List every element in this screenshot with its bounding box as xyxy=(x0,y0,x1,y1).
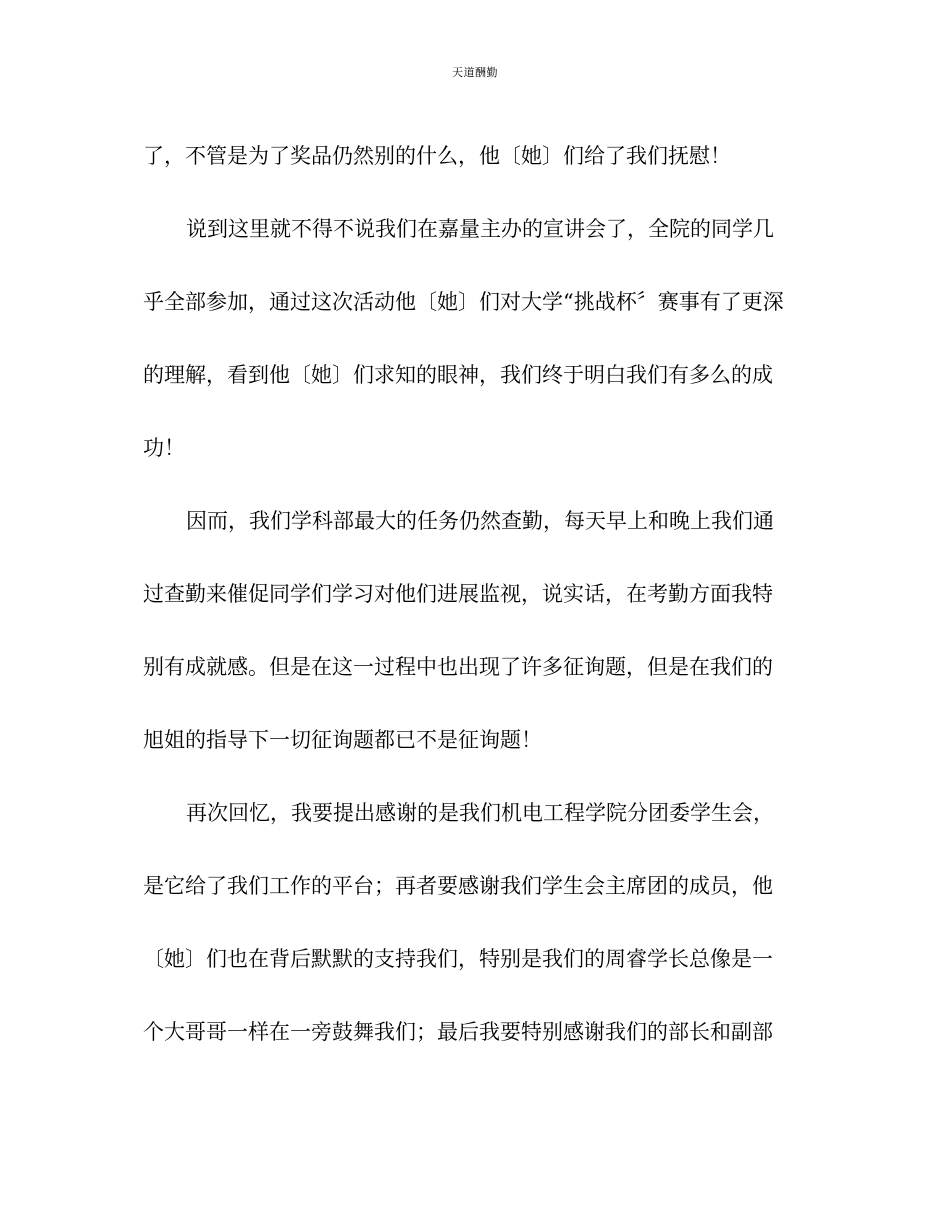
text-line: 因而，我们学科部最大的任务仍然查勤，每天早上和晚上我们通 xyxy=(186,509,774,533)
text-line: 再次回忆，我要提出感谢的是我们机电工程学院分团委学生会， xyxy=(186,801,774,825)
text-line: 功！ xyxy=(143,436,185,460)
text-line: 过查勤来催促同学们学习对他们进展监视，说实话，在考勤方面我特 xyxy=(143,582,773,606)
text-line: 乎全部参加，通过这次活动他〔她〕们对大学“挑战杯〞赛事有了更深 xyxy=(143,290,784,314)
text-line: 个大哥哥一样在一旁鼓舞我们；最后我要特别感谢我们的部长和副部 xyxy=(143,1020,773,1044)
text-line: 说到这里就不得不说我们在嘉量主办的宣讲会了，全院的同学几 xyxy=(186,217,774,241)
text-line: 是它给了我们工作的平台；再者要感谢我们学生会主席团的成员，他 xyxy=(143,874,773,898)
text-line: 〔她〕们也在背后默默的支持我们，特别是我们的周睿学长总像是一 xyxy=(143,947,773,971)
document-body xyxy=(143,130,808,1079)
text-line: 别有成就感。但是在这一过程中也出现了许多征询题，但是在我们的 xyxy=(143,655,773,679)
text-line: 的理解，看到他〔她〕们求知的眼神，我们终于明白我们有多么的成 xyxy=(143,363,773,387)
text-line: 旭姐的指导下一切征询题都已不是征询题！ xyxy=(143,728,542,752)
text-line: 了，不管是为了奖品仍然别的什么，他〔她〕们给了我们抚慰！ xyxy=(143,144,731,168)
page-header: 天道酬勤 xyxy=(452,66,498,79)
